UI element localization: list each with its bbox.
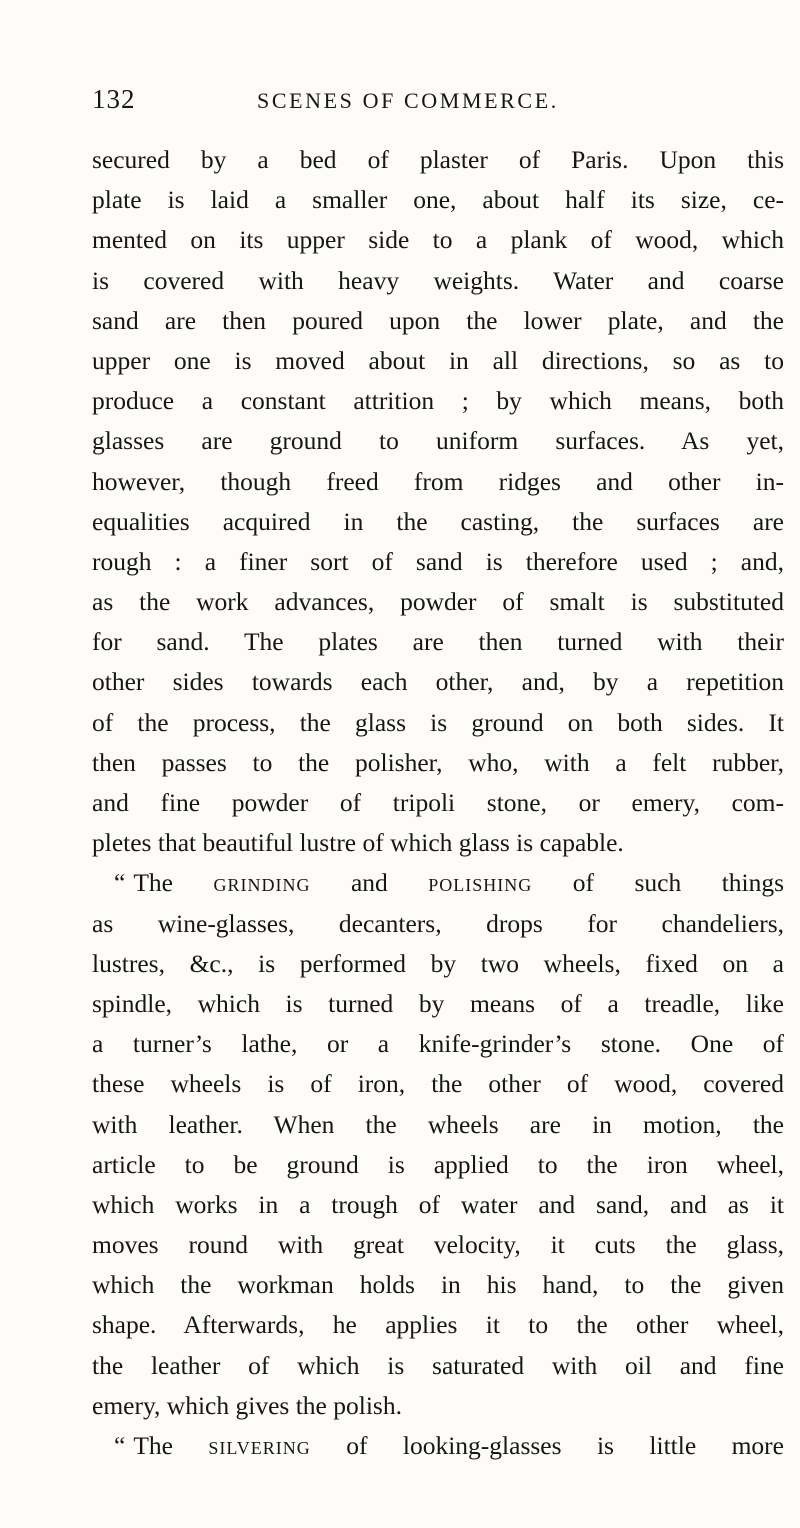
lead-word: The [133,868,173,898]
open-quote: “ [114,1431,126,1460]
text-line: as the work advances, powder of smalt is substituted [92,587,784,617]
text-line: with leather. When the wheels are in motion, the [92,1109,784,1139]
text-line: secured by a bed of plaster of Paris. Upon this [92,145,784,174]
text-line: glasses are ground to uniform surfaces. As yet, [92,426,784,456]
text-line: of the process, the glass is ground on both sides. It [92,707,784,737]
text-line: sand are then poured upon the lower plate, and the [92,305,784,335]
text-line: spindle, which is turned by means of a treadle, like [92,988,784,1018]
paragraph-start-line [92,1426,784,1466]
paragraph-start-line [92,863,784,903]
running-head: SCENES OF COMMERCE. [257,88,559,113]
text-line: upper one is moved about in all directions, so as to [92,345,784,375]
text-line: however, though freed from ridges and other in- [92,466,784,496]
text-line: then passes to the polisher, who, with a felt rubber, [92,747,784,777]
text-line: equalities acquired in the casting, the surfaces are [92,506,784,536]
text-line: article to be ground is applied to the iron wheel, [92,1149,784,1179]
paragraph-end-line: pletes that beautiful lustre of which glass is capable. [92,828,624,858]
text-line: a turner’s lathe, or a knife-grinder’s stone. One of [92,1029,784,1059]
text-line: which the workman holds in his hand, to the given [92,1270,784,1300]
text-line: shape. Afterwards, he applies it to the other wheel, [92,1310,784,1340]
text-line: as wine-glasses, decanters, drops for chandeliers, [92,908,784,938]
line-tail: of looking-glasses is little more [346,1431,784,1460]
body-text [92,140,784,1466]
lead-word: The [133,1431,173,1460]
text-line: produce a constant attrition ; by which means, both [92,386,784,416]
text-line: which works in a trough of water and sand, and as it [92,1189,784,1219]
small-caps-term: polishing [428,868,533,898]
text-line: rough : a finer sort of sand is therefore used ; and, [92,546,784,576]
text-line: these wheels is of iron, the other of wood, covered [92,1069,784,1099]
page-header [92,84,782,120]
text-line: lustres, &c., is performed by two wheels, fixed on a [92,948,784,978]
text-line: is covered with heavy weights. Water and coarse [92,265,784,295]
text-line: for sand. The plates are then turned with their [92,627,784,657]
text-line: moves round with great velocity, it cuts the glass, [92,1230,784,1260]
small-caps-term: silvering [208,1431,311,1460]
paragraph-end-line: emery, which gives the polish. [92,1390,402,1420]
text-line: other sides towards each other, and, by a repetition [92,667,784,697]
text-line: and fine powder of tripoli stone, or emery, com- [92,788,784,817]
page-number: 132 [92,84,136,114]
open-quote: “ [114,868,126,898]
text-line: mented on its upper side to a plank of wood, which [92,225,784,255]
line-tail: of such things [572,868,785,898]
small-caps-term: grinding [213,868,311,898]
text-line: plate is laid a smaller one, about half its size, ce- [92,185,784,215]
connector-word: and [350,868,388,898]
text-line: the leather of which is saturated with oil and fine [92,1350,784,1380]
